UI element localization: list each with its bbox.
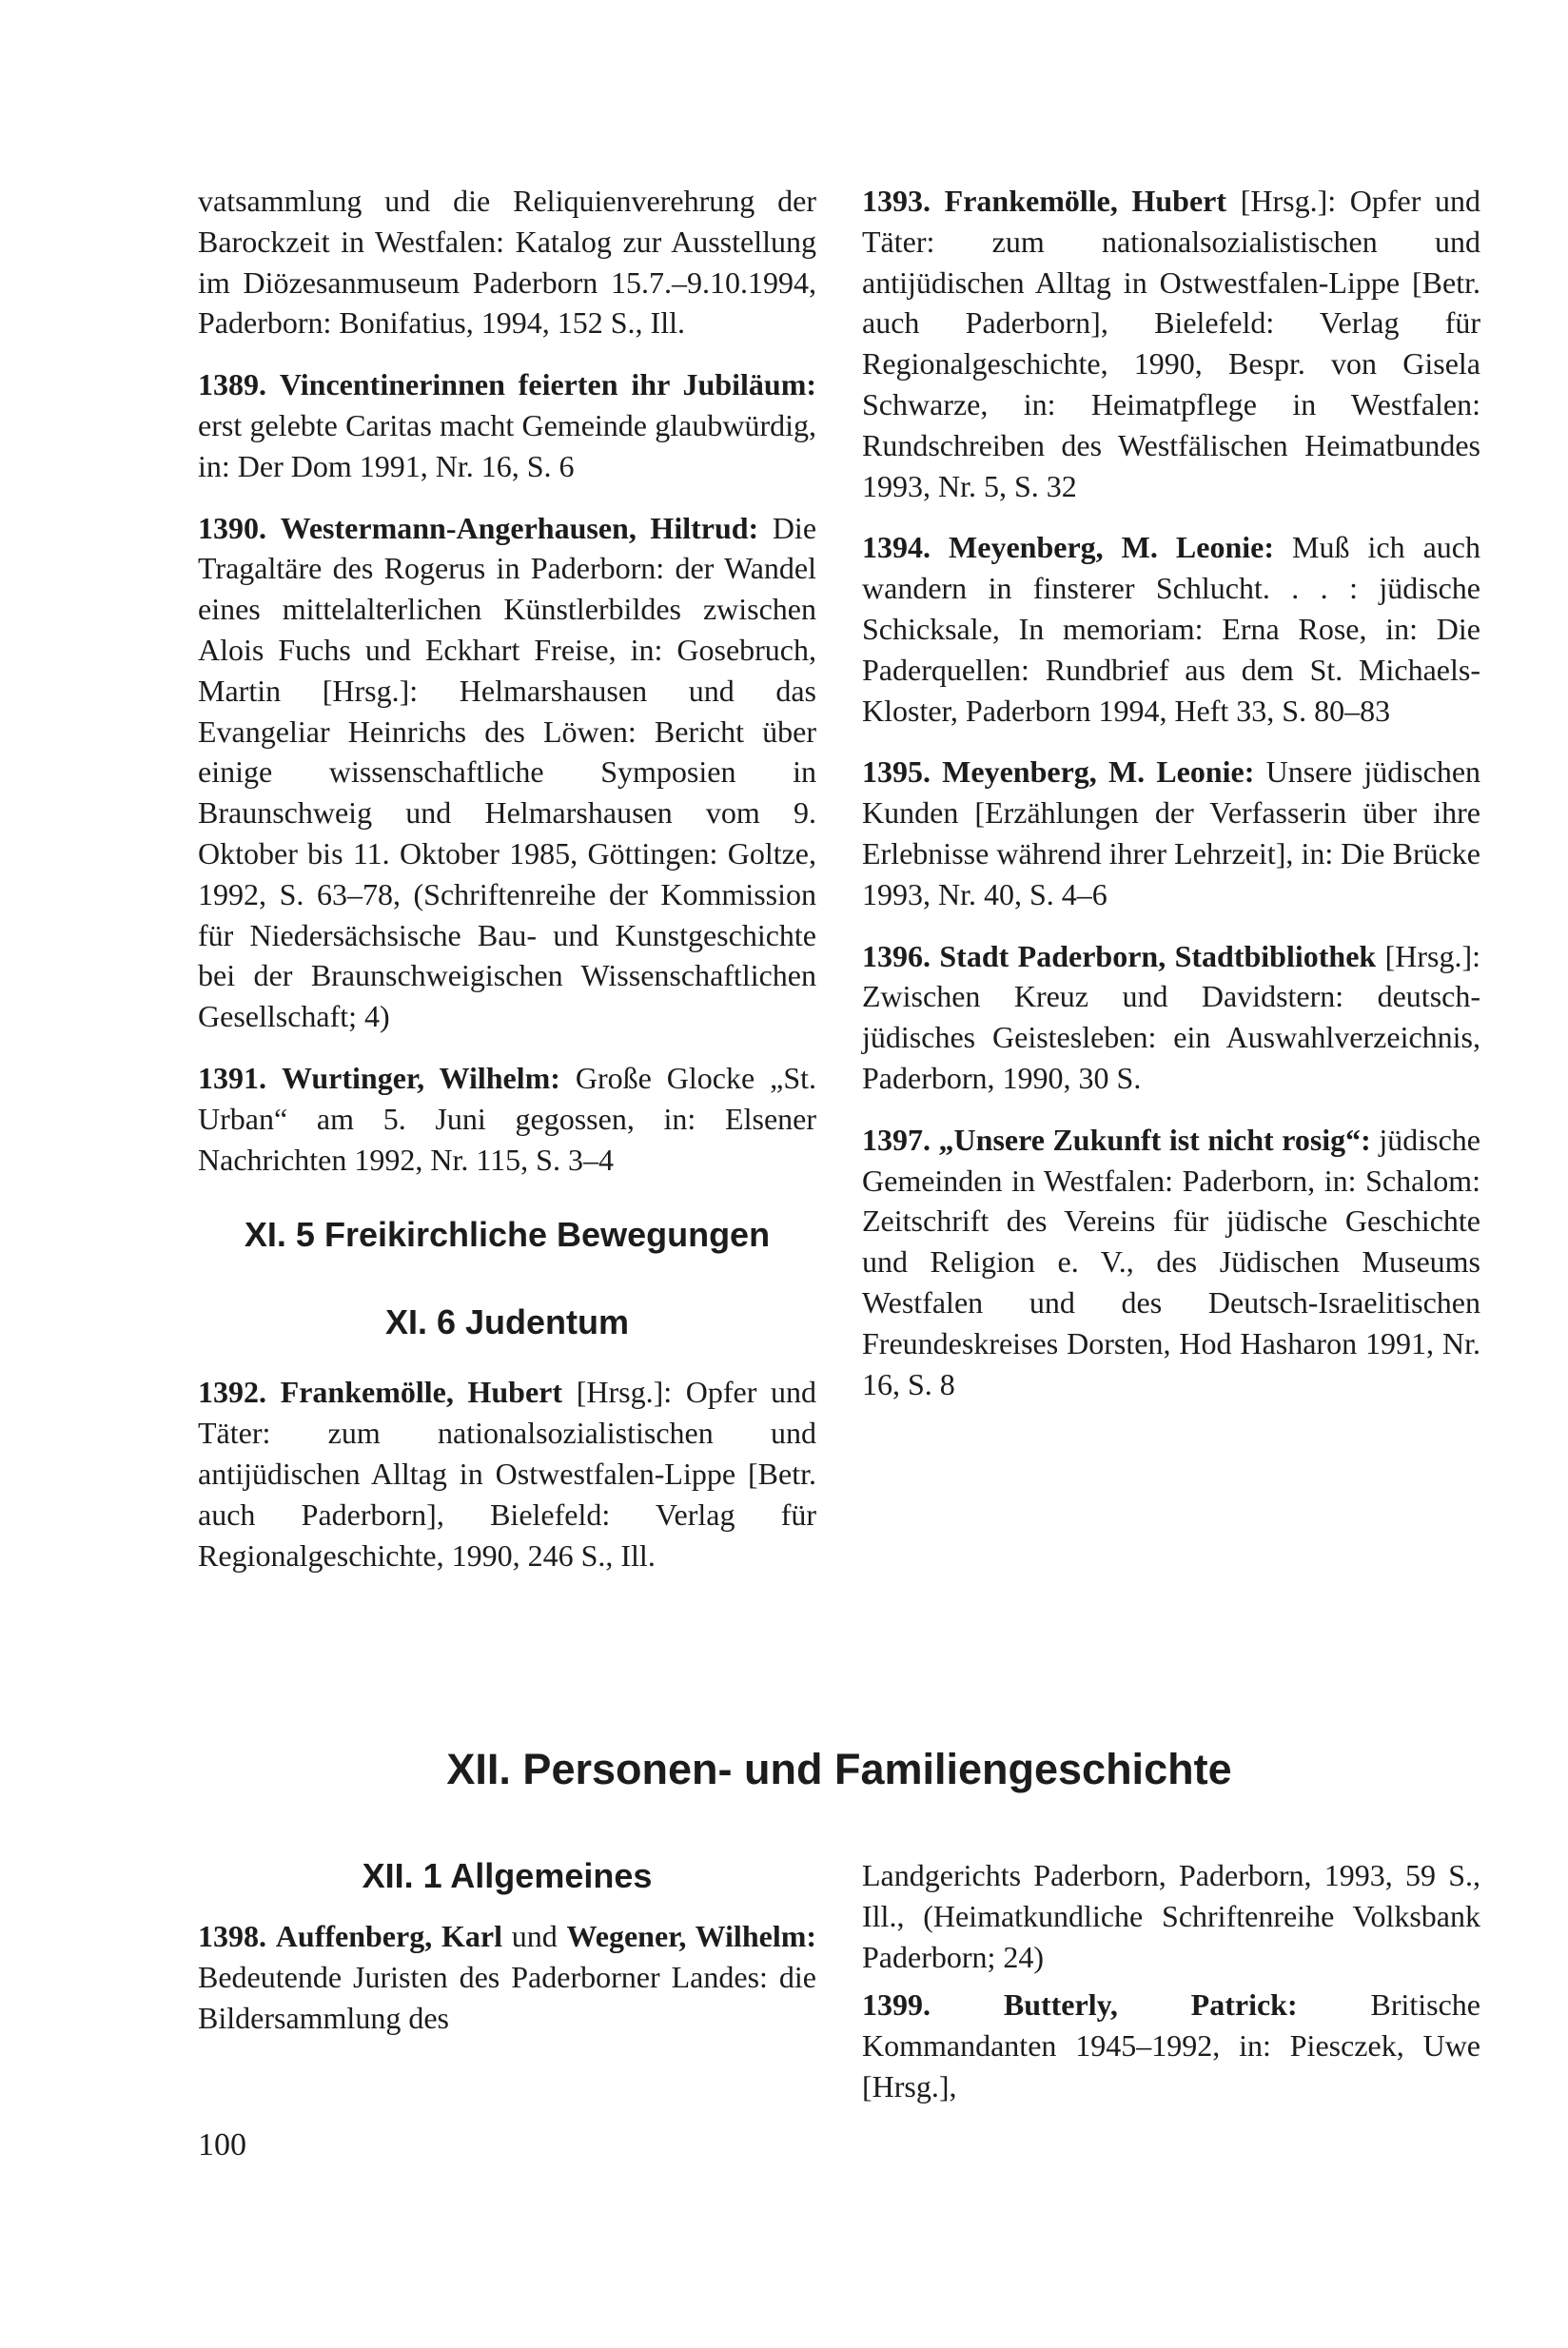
entry-number: 1389. [198,367,266,402]
entry-1398 [198,1916,816,2038]
entry-text: Große Glocke „St. Urban“ am 5. Juni gegossen, in: Elsener Nachrichten 1992, Nr. 115, S. 3–4 [198,1060,817,1177]
entry-text: Unsere jüdischen Kunden [Erzählungen der Verfasserin über ihre Erlebnisse während ihrer Lehrzeit], in: Die Brücke 1993, Nr. 40, S. 4–6 [862,754,1481,911]
right-column [862,181,1480,1425]
entry-text: jüdische Gemeinden in Westfalen: Paderborn, in: Schalom: Zeitschrift des Vereins für jüdische Geschichte und Religion e. V., des Jüdischen Museums Westfalen und des Deutsch-Israelitischen Freundeskreises Dorsten, Hod Hasharon 1991, Nr. 16, S. 8 [862,1122,1481,1401]
entry-1394 [862,527,1480,731]
entry-text: Britische Kommandanten 1945–1992, in: Piesczek, Uwe [Hrsg.], [862,1987,1480,2103]
entry-number: 1397. [862,1122,931,1157]
entry-1389 [198,364,816,486]
entry-number: 1394. [862,530,931,565]
entry-text: Muß ich auch wandern in finsterer Schlucht. . . : jüdische Schicksale, In memoriam: Erna Rose, in: Die Paderquellen: Rundbrief aus dem St. Michaels-Kloster, Paderborn 1994, Heft 33, S. 80–83 [862,530,1481,728]
entry-author: Frankemölle, Hubert [944,184,1227,218]
entry-text: Bedeutende Juristen des Paderborner Landes: die Bildersammlung des [198,1959,816,2035]
entry-number: 1393. [862,184,931,218]
entry-text: [Hrsg.]: Opfer und Täter: zum nationalsozialistischen und antijüdischen Alltag in Ostwestfalen-Lippe [Betr. auch Paderborn], Bielefeld: Verlag für Regionalgeschichte, 1990, Bespr. von Gisela Schwarze, in: Heimatpflege in Westfalen: Rundschreiben des Westfälischen Heimatbundes 1993, Nr. 5, S. 32 [862,184,1481,503]
bottom-right-column [862,1855,1480,2128]
entry-1397 [862,1120,1480,1405]
section-heading-xi5: XI. 5 Freikirchliche Bewegungen [244,1215,771,1255]
entry-1399 [862,1985,1480,2106]
entry-author: Wurtinger, Wilhelm: [281,1060,560,1095]
entry-author: Meyenberg, M. Leonie: [942,754,1255,790]
entry-number: 1390. [198,510,266,545]
entry-author: „Unsere Zukunft ist nicht rosig“: [938,1122,1371,1157]
entry-text: [Hrsg.]: Zwischen Kreuz und Davidstern: deutsch-jüdisches Geistesleben: ein Auswahlverzeichnis, Paderborn, 1990, 30 S. [862,938,1480,1095]
entry-1396 [862,936,1480,1099]
entry-number: 1399. [862,1987,931,2023]
entry-continuation: Landgerichts Paderborn, Paderborn, 1993, 59 S., Ill., (Heimatkundliche Schriftenreihe Volksbank Paderborn; 24) [862,1858,1480,1974]
page-number: 100 [198,2127,246,2162]
entry-number: 1396. [862,938,931,973]
entry-1395 [862,752,1480,914]
entry-text: Die Tragaltäre des Rogerus in Paderborn: der Wandel eines mittelalterlichen Künstlerbildes zwischen Alois Fuchs und Eckhart Freise, in: Gosebruch, Martin [Hrsg.]: Helmarshausen und das Evangeliar Heinrichs des Löwen: Bericht über einige wissenschaftliche Symposien in Braunschweig und Helmarshausen vom 9. Oktober bis 11. Oktober 1985, Göttingen: Goltze, 1992, S. 63–78, (Schriftenreihe der Kommission für Niedersächsische Bau- und Kunstgeschichte bei der Braunschweigischen Wissenschaftlichen Gesellschaft; 4) [198,510,817,1034]
entry-author: Butterly, Patrick: [1003,1987,1298,2023]
entry-author: Meyenberg, M. Leonie: [949,530,1274,565]
section-heading-xii1: XII. 1 Allgemeines [362,1856,653,1895]
entry-number: 1395. [862,754,931,790]
entry-number: 1398. [198,1919,266,1953]
entry-1391 [198,1058,816,1180]
entry-1390 [198,508,816,1037]
entry-connector: und [501,1919,567,1953]
entry-number: 1391. [198,1060,266,1095]
entry-text: [Hrsg.]: Opfer und Täter: zum nationalsozialistischen und antijüdischen Alltag in Ostwestfalen-Lippe [Betr. auch Paderborn], Bielefeld: Verlag für Regionalgeschichte, 1990, 246 S., Ill. [198,1375,817,1573]
entry-author: Stadt Paderborn, Stadtbibliothek [939,938,1377,973]
entry-author: Vincentinerinnen feierten ihr Jubiläum: [279,367,817,402]
left-column [198,181,816,1596]
entry-author: Wegener, Wilhelm: [566,1919,817,1953]
entry-number: 1392. [198,1375,266,1410]
entry-1393 [862,181,1480,506]
entry-1392 [198,1372,816,1575]
bottom-left-column [198,1855,816,2059]
entry-author: Westermann-Angerhausen, Hiltrud: [280,510,759,545]
section-heading-xi6: XI. 6 Judentum [384,1302,630,1342]
entry-author: Frankemölle, Hubert [280,1375,563,1410]
entry-text: erst gelebte Caritas macht Gemeinde glaubwürdig, in: Der Dom 1991, Nr. 16, S. 6 [198,407,816,483]
entry-author: Auffenberg, Karl [275,1919,502,1953]
chapter-heading-xii: XII. Personen- und Familiengeschichte [446,1745,1232,1793]
entry-continuation: vatsammlung und die Reliquienverehrung der Barockzeit in Westfalen: Katalog zur Ausstellung im Diözesanmuseum Paderborn 15.7.–9.10.1994, Paderborn: Bonifatius, 1994, 152 S., Ill. [198,184,816,341]
